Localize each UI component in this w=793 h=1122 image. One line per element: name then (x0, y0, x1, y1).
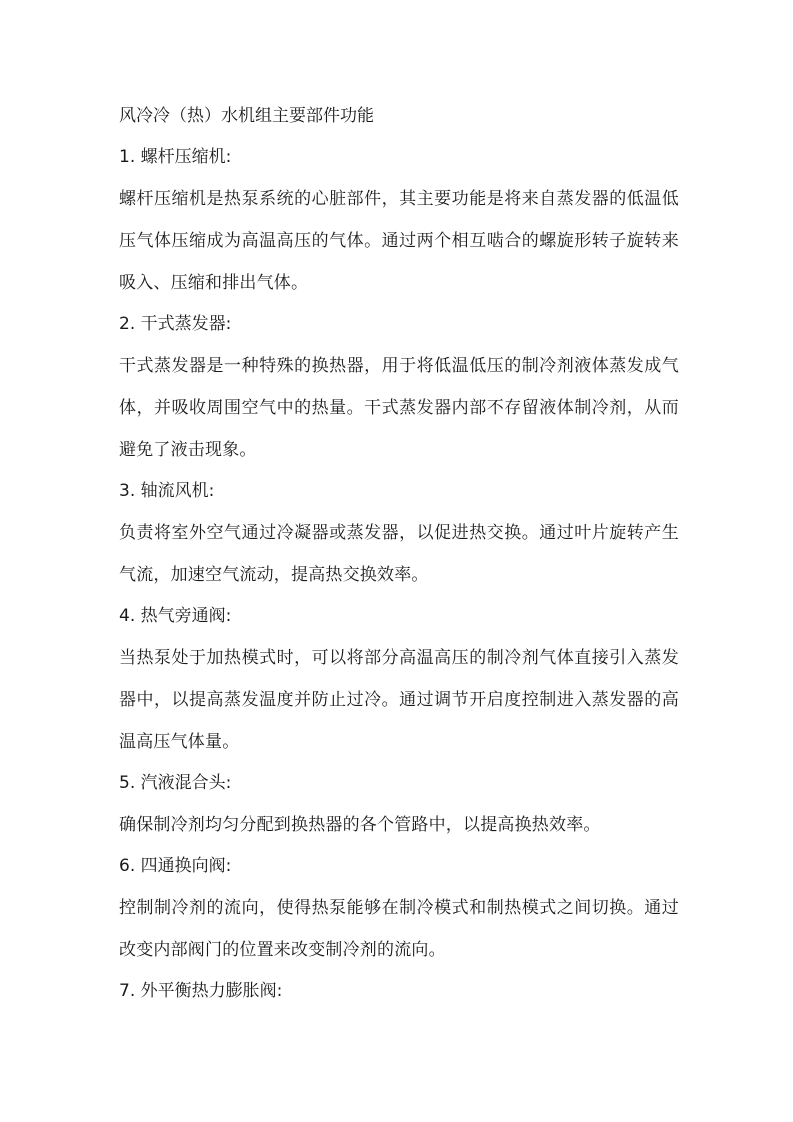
section-heading: 4. 热气旁通阀: (119, 606, 232, 626)
section-dry-evaporator (119, 308, 679, 471)
section-paragraph: 当热泵处于加热模式时，可以将部分高温高压的制冷剂气体直接引入蒸发器中，以提高蒸发温度并防止过冷。通过调节开启度控制进入蒸发器的高温高压气体量。 (119, 648, 679, 752)
section-heading: 5. 汽液混合头: (119, 773, 232, 793)
section-four-way-reversing-valve (119, 850, 679, 971)
document-title: 风冷冷（热）水机组主要部件功能 (119, 106, 374, 126)
section-heading: 2. 干式蒸发器: (119, 314, 232, 334)
section-hot-gas-bypass-valve (119, 600, 679, 763)
section-heading: 7. 外平衡热力膨胀阀: (119, 981, 283, 1001)
section-paragraph: 负责将室外空气通过冷凝器或蒸发器，以促进热交换。通过叶片旋转产生气流，加速空气流动，提高热交换效率。 (119, 523, 679, 585)
section-paragraph: 螺杆压缩机是热泵系统的心脏部件，其主要功能是将来自蒸发器的低温低压气体压缩成为高温高压的气体。通过两个相互啮合的螺旋形转子旋转来吸入、压缩和排出气体。 (119, 189, 679, 293)
section-paragraph: 确保制冷剂均匀分配到换热器的各个管路中，以提高换热效率。 (119, 815, 601, 835)
section-paragraph: 控制制冷剂的流向，使得热泵能够在制冷模式和制热模式之间切换。通过改变内部阀门的位置来改变制冷剂的流向。 (119, 898, 679, 960)
section-vapor-liquid-mixing-head (119, 767, 679, 846)
section-heading: 6. 四通换向阀: (119, 856, 232, 876)
section-heading: 1. 螺杆压缩机: (119, 147, 232, 167)
section-paragraph: 干式蒸发器是一种特殊的换热器，用于将低温低压的制冷剂液体蒸发成气体，并吸收周围空气中的热量。干式蒸发器内部不存留液体制冷剂，从而避免了液击现象。 (119, 356, 679, 460)
section-axial-fan (119, 475, 679, 596)
section-heading: 3. 轴流风机: (119, 481, 215, 501)
section-screw-compressor (119, 141, 679, 304)
section-external-equalizing-expansion-valve (119, 975, 679, 1008)
document-body (119, 100, 679, 1016)
